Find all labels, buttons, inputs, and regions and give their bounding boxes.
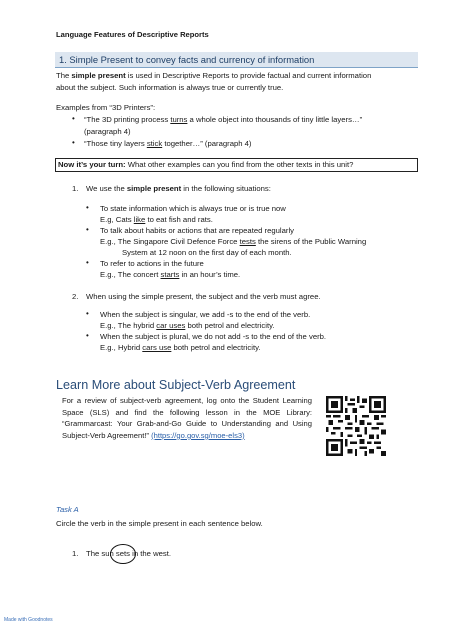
bullet-icon: • (86, 203, 89, 212)
document-title: Language Features of Descriptive Reports (56, 30, 209, 39)
bullet-icon: • (72, 138, 75, 147)
section-heading: 1. Simple Present to convey facts and currency of information (59, 54, 315, 65)
bullet-icon: • (86, 309, 89, 318)
agreement-rule-2-example: E.g., Hybrid cars use both petrol and electricity. (100, 343, 261, 352)
goodnotes-logo: Made with Goodnotes (4, 617, 53, 623)
usage-2-example: E.g., The Singapore Civil Defence Force tests the sirens of the Public Warning (100, 237, 367, 246)
examples-label: Examples from “3D Printers”: (56, 103, 156, 112)
handwritten-circle-annotation (110, 544, 136, 564)
list-item-1: We use the simple present in the following situations: (86, 184, 271, 193)
usage-2: To talk about habits or actions that are repeated regularly (100, 226, 295, 235)
usage-1-example: E.g, Cats like to eat fish and rats. (100, 215, 213, 224)
bullet-icon: • (86, 331, 89, 340)
usage-3-example: E.g., The concert starts in an hour’s time. (100, 270, 241, 279)
your-turn-text: Now it’s your turn: What other examples can you find from the other texts in this unit? (58, 160, 354, 169)
bullet-icon: • (86, 258, 89, 267)
agreement-rule-1: When the subject is singular, we add -s to the end of the verb. (100, 310, 311, 319)
bullet-icon: • (72, 114, 75, 123)
list-item-2: When using the simple present, the subject and the verb must agree. (86, 292, 321, 301)
task-instruction: Circle the verb in the simple present in each sentence below. (56, 519, 263, 528)
list-number: 2. (72, 292, 79, 301)
learn-more-body: For a review of subject-verb agreement, log onto the Student Learning Space (SLS) and find the following lesson in the MOE Library: “Grammarcast: Your Grab-and-Go Guide to Understanding and Using Subject-Verb Agreement!” (https://go.gov.sg/moe-els3) (62, 396, 312, 440)
intro-line-2: about the subject. Such information is always true or currently true. (56, 83, 284, 92)
example-2: “Those tiny layers stick together…” (paragraph 4) (84, 139, 252, 148)
section-heading-bar (55, 52, 418, 68)
usage-2-example-cont: System at 12 noon on the first day of each month. (122, 248, 292, 257)
agreement-rule-1-example: E.g., The hybrid car uses both petrol and electricity. (100, 321, 275, 330)
moe-lesson-link[interactable]: (https://go.gov.sg/moe-els3) (151, 430, 245, 440)
intro-line-1: The simple present is used in Descriptive Reports to provide factual and current information (56, 71, 372, 80)
usage-1: To state information which is always true or is true now (100, 204, 286, 213)
list-number: 1. (72, 549, 79, 558)
example-1-ref: (paragraph 4) (84, 127, 131, 136)
example-1: “The 3D printing process turns a whole object into thousands of tiny little layers…” (84, 115, 363, 124)
task-label: Task A (56, 505, 79, 514)
usage-3: To refer to actions in the future (100, 259, 204, 268)
learn-more-heading: Learn More about Subject-Verb Agreement (56, 378, 296, 392)
bullet-icon: • (86, 225, 89, 234)
agreement-rule-2: When the subject is plural, we do not add -s to the end of the verb. (100, 332, 327, 341)
task-sentence: The sun sets in the west. (86, 549, 172, 558)
list-number: 1. (72, 184, 79, 193)
qr-code-icon[interactable] (326, 396, 386, 456)
